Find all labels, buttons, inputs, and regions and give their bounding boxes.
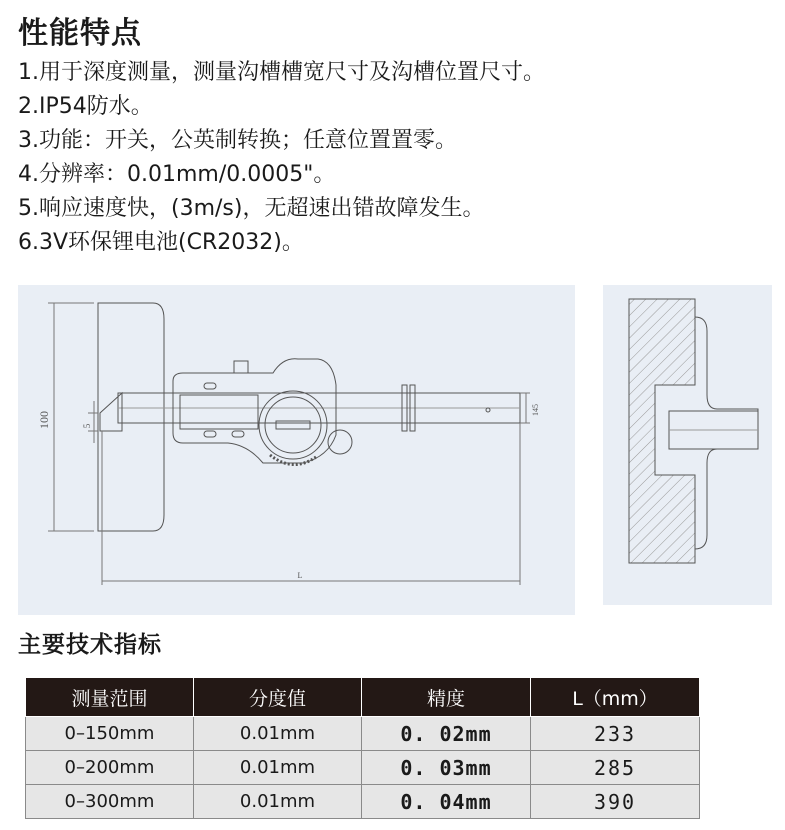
feature-item: 1.用于深度测量，测量沟槽槽宽尺寸及沟槽位置尺寸。: [18, 60, 545, 85]
lock-screw: [234, 361, 248, 373]
dim-145-label: 145: [531, 404, 540, 416]
cell-resolution: 0.01mm: [194, 751, 362, 785]
feature-list: [18, 56, 545, 260]
dim-100-label: 100: [37, 411, 51, 429]
depth-rod-tip: [100, 393, 122, 431]
cell-resolution: 0.01mm: [194, 785, 362, 819]
cell-length: 233: [531, 717, 700, 751]
thumb-wheel: [328, 430, 352, 454]
dim-L-label: L: [297, 571, 303, 580]
caliper-drawing: [18, 285, 575, 615]
caliper-body: [173, 359, 336, 463]
header-resolution: 分度值: [194, 678, 362, 717]
header-accuracy: 精度: [362, 678, 531, 717]
cell-accuracy: 0. 04mm: [362, 785, 531, 819]
header-range: 测量范围: [26, 678, 194, 717]
groove-drawing-svg: [603, 285, 772, 605]
cell-accuracy: 0. 02mm: [362, 717, 531, 751]
feature-item: 2.IP54防水。: [18, 94, 153, 119]
button-right: [232, 431, 244, 437]
specs-title: 主要技术指标: [18, 632, 162, 658]
cell-accuracy: 0. 03mm: [362, 751, 531, 785]
caliper-drawing-svg: [18, 285, 575, 615]
groove-measurement-drawing: [603, 285, 772, 605]
button-left: [204, 431, 216, 437]
feature-item: 6.3V环保锂电池(CR2032)。: [18, 230, 304, 255]
feature-item: 5.响应速度快，(3m/s)，无超速出错故障发生。: [18, 196, 485, 221]
dim-5-label: 5: [82, 423, 92, 429]
cell-range: 0–150mm: [26, 717, 194, 751]
cell-resolution: 0.01mm: [194, 717, 362, 751]
table-row: [26, 751, 700, 785]
table-row: [26, 717, 700, 751]
cell-length: 390: [531, 785, 700, 819]
dial-circle: [259, 391, 327, 459]
feature-item: 3.功能：开关，公英制转换；任意位置置零。: [18, 128, 457, 153]
button-top: [204, 383, 216, 389]
header-length: L（mm）: [531, 678, 700, 717]
cell-range: 0–300mm: [26, 785, 194, 819]
feature-item: 4.分辨率：0.01mm/0.0005"。: [18, 162, 336, 187]
gauge-outline: [695, 317, 758, 549]
page-title: 性能特点: [18, 16, 142, 51]
workpiece-section: [629, 299, 695, 563]
cell-length: 285: [531, 751, 700, 785]
cell-range: 0–200mm: [26, 751, 194, 785]
depth-base-plate: [98, 303, 164, 531]
table-header-row: [26, 678, 700, 717]
lcd-display: [180, 395, 258, 429]
spec-table: [25, 677, 700, 819]
table-row: [26, 785, 700, 819]
